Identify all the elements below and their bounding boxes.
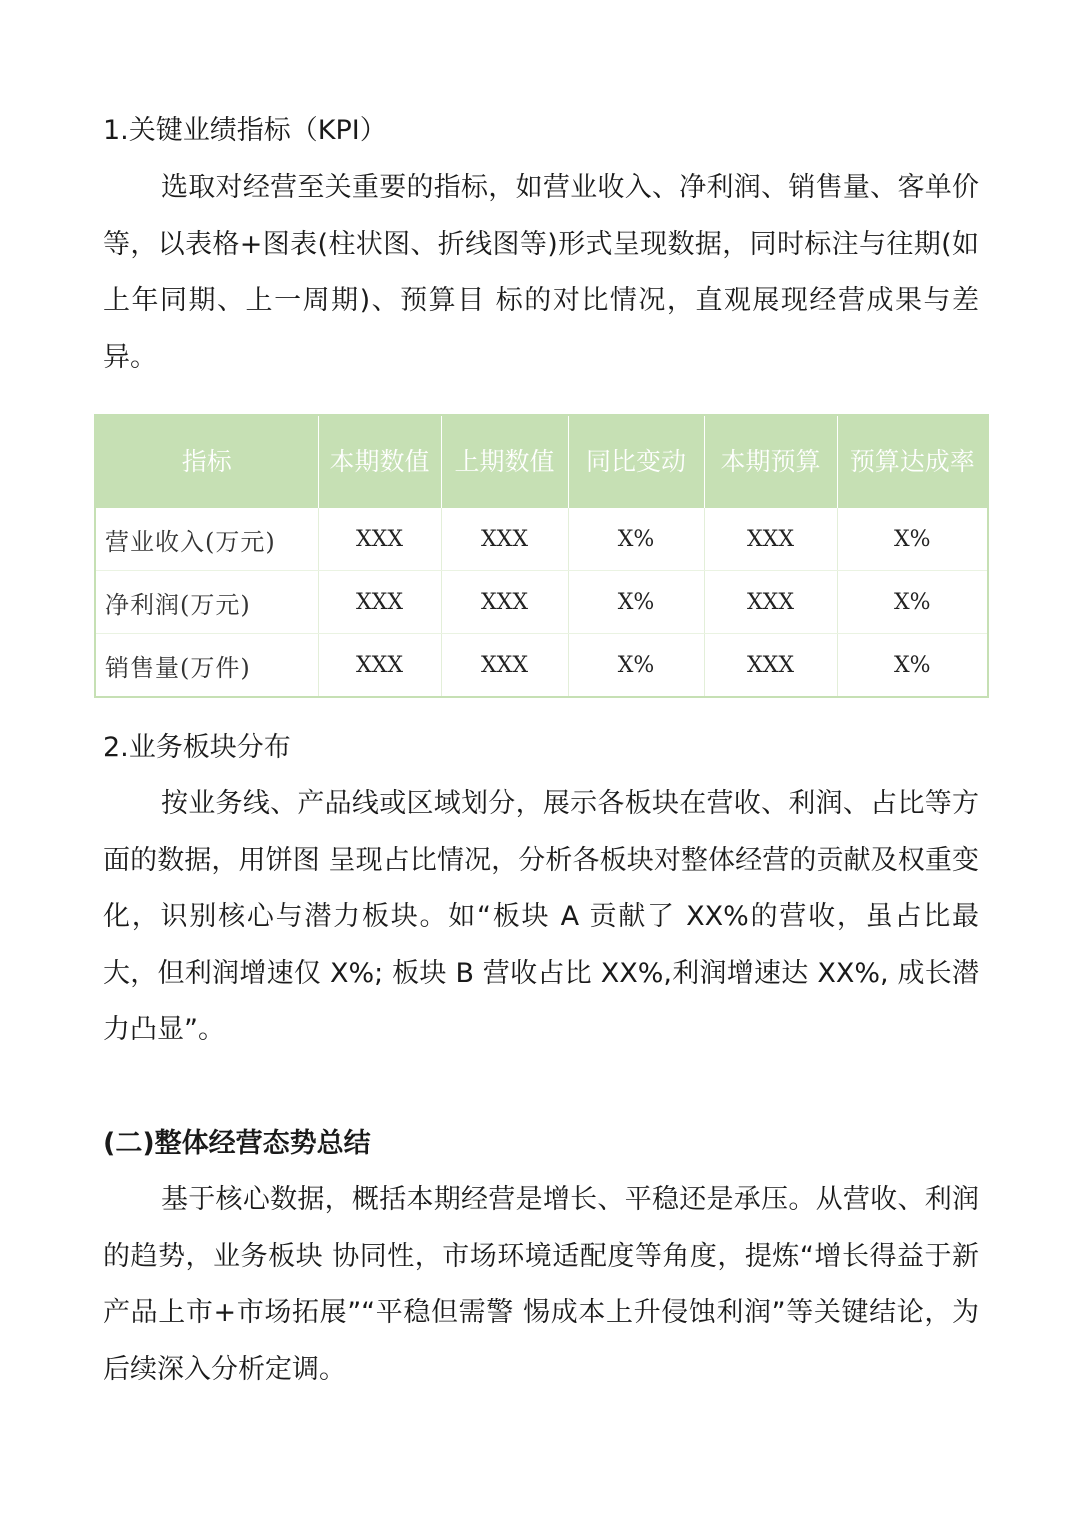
table-header-row [95,415,988,508]
section1-heading: 1.关键业绩指标（KPI） [103,115,387,146]
table-cell: XXX [318,634,441,698]
table-cell: XXX [441,508,568,571]
row-label: 营业收入(万元) [95,508,318,571]
header-budget-achievement: 预算达成率 [837,415,988,508]
table-cell: XXX [704,508,837,571]
table-cell: XXX [441,571,568,634]
section3-paragraph: 基于核心数据，概括本期经营是增长、平稳还是承压。从营收、利润的趋势，业务板块 协同性，市场环境适配度等角度，提炼“增长得益于新产品上市+市场拓展”“平稳但需警 惕成本上升侵蚀利润”等关键结论，为后续深入分析定调。 [103,1184,979,1385]
header-previous-value: 上期数值 [441,415,568,508]
table-cell: X% [837,571,988,634]
header-current-value: 本期数值 [318,415,441,508]
section2-paragraph: 按业务线、产品线或区域划分，展示各板块在营收、利润、占比等方面的数据，用饼图 呈现占比情况，分析各板块对整体经营的贡献及权重变化，识别核心与潜力板块。如“板块 A 贡献了 XX%的营收，虽占比最大，但利润增速仅 X%; 板块 B 营收占比 XX%,利润增速达 XX%, 成长潜力凸显”。 [103,788,979,1045]
section1-paragraph: 选取对经营至关重要的指标，如营业收入、净利润、销售量、客单价等，以表格+图表(柱状图、折线图等)形式呈现数据，同时标注与往期(如上年同期、上一周期)、预算目 标的对比情况，直观展现经营成果与差异。 [103,172,979,373]
table-row [95,508,988,571]
table-cell: X% [568,634,704,698]
header-indicator: 指标 [95,415,318,508]
section3-heading: (二)整体经营态势总结 [103,1128,371,1159]
table-cell: XXX [318,508,441,571]
header-current-budget: 本期预算 [704,415,837,508]
table-cell: X% [568,571,704,634]
table-cell: X% [837,634,988,698]
section2-heading: 2.业务板块分布 [103,732,291,763]
table-cell: XXX [704,634,837,698]
header-yoy-change: 同比变动 [568,415,704,508]
row-label: 销售量(万件) [95,634,318,698]
row-label: 净利润(万元) [95,571,318,634]
table-cell: XXX [704,571,837,634]
table-cell: XXX [441,634,568,698]
table-cell: X% [568,508,704,571]
table-cell: X% [837,508,988,571]
kpi-table [94,414,989,698]
table-row [95,634,988,698]
table-row [95,571,988,634]
table-cell: XXX [318,571,441,634]
